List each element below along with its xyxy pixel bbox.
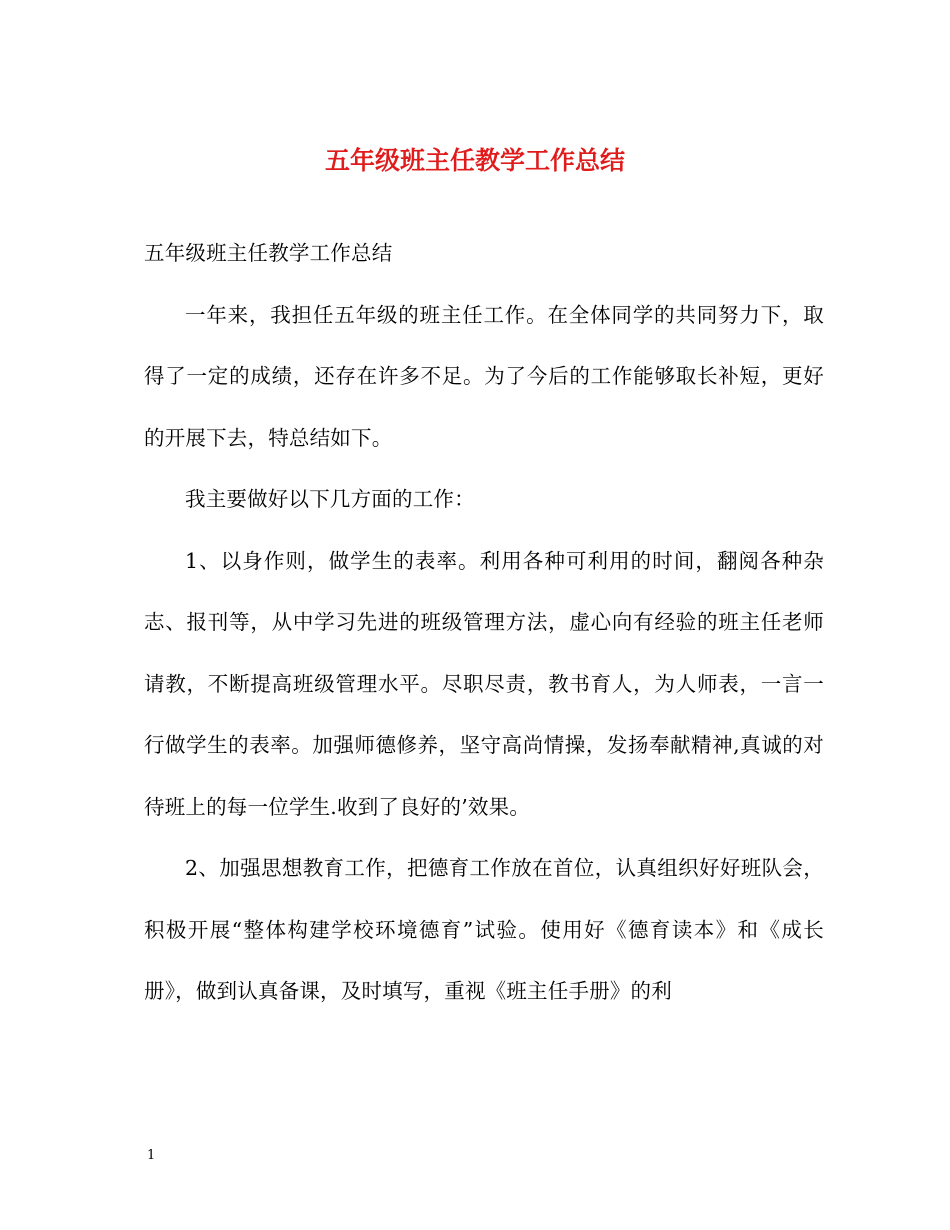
item-2-paragraph: 2、加强思想教育工作，把德育工作放在首位，认真组织好好班队会，积极开展“整体构建学校环境德育”试验。使用好《德育读本》和《成长册》，做到认真备课，及时填写，重视《班主任手册》的利: [144, 856, 824, 1003]
item-1-paragraph: 1、以身作则，做学生的表率。利用各种可利用的时间，翻阅各种杂志、报刊等，从中学习先进的班级管理方法，虚心向有经验的班主任老师请教，不断提高班级管理水平。尽职尽责，教书育人，为人师表，一言一行做学生的表率。加强师德修养，坚守高尚情操，发扬奉献精神,真诚的对待班上的每一位学生.收到了良好的’效果。: [144, 548, 824, 819]
intro-paragraph: 一年来，我担任五年级的班主任工作。在全体同学的共同努力下，取得了一定的成绩，还存在许多不足。为了今后的工作能够取长补短，更好的开展下去，特总结如下。: [144, 302, 824, 450]
body-heading-paragraph: 五年级班主任教学工作总结: [144, 241, 393, 265]
work-summary-lead-paragraph: 我主要做好以下几方面的工作：: [185, 487, 475, 511]
page-number: 1: [147, 1148, 156, 1163]
document-body: [144, 223, 824, 1023]
document-title: 五年级班主任教学工作总结: [324, 146, 625, 175]
